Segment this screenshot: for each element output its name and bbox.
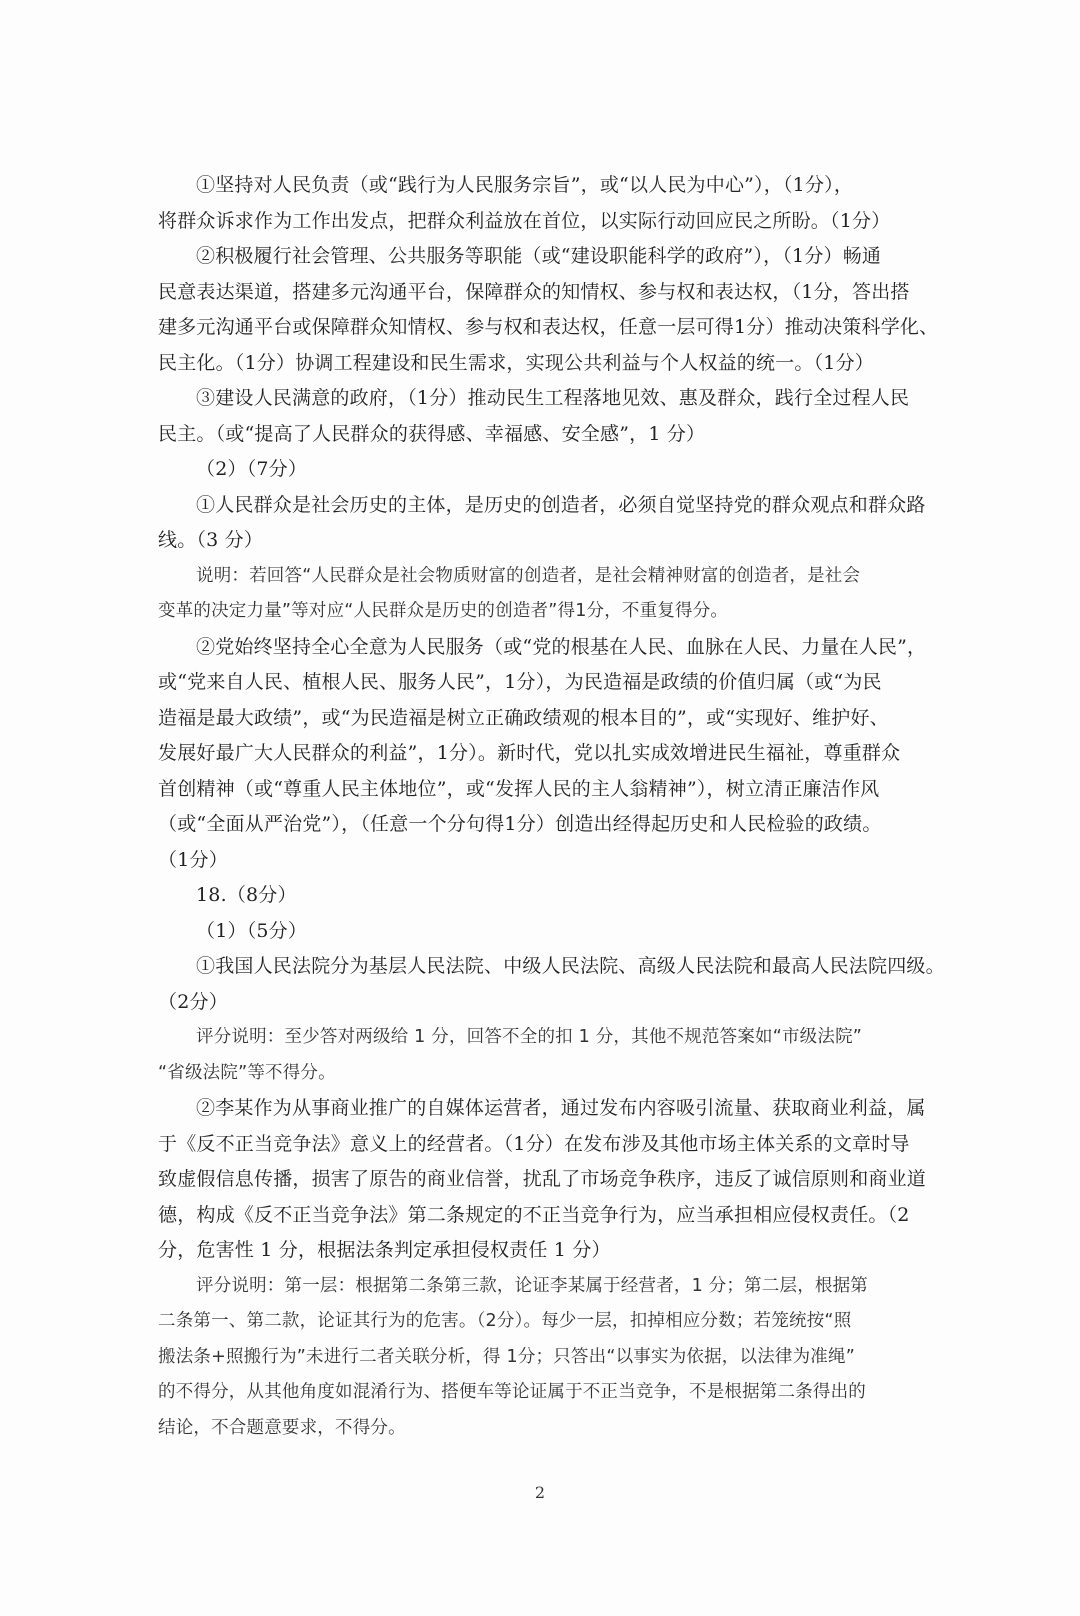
text-line: 将群众诉求作为工作出发点，把群众利益放在首位，以实际行动回应民之所盼。（1分） <box>158 209 891 232</box>
scoring-note-line: 二条第一、第二款，论证其行为的危害。（2分）。每少一层，扣掉相应分数；若笼统按“照 <box>158 1311 852 1331</box>
scoring-note-line: 搬法条+照搬行为”未进行二者关联分析，得 1分；只答出“以事实为依据，以法律为准绳” <box>158 1346 855 1367</box>
text-line: ①人民群众是社会历史的主体，是历史的创造者，必须自觉坚持党的群众观点和群众路 <box>196 493 926 516</box>
text-line: ①我国人民法院分为基层人民法院、中级人民法院、高级人民法院和最高人民法院四级。 <box>196 955 945 977</box>
text-line: 发展好最广大人民群众的利益”，1分）。新时代，党以扎实成效增进民生福祉，尊重群众 <box>158 742 901 764</box>
text-line: ①坚持对人民负责（或“践行为人民服务宗旨”，或“以人民为中心”），（1分）， <box>196 174 854 196</box>
text-line: 于《反不正当竞争法》意义上的经营者。（1分）在发布涉及其他市场主体关系的文章时导 <box>158 1132 910 1155</box>
text-line: 民意表达渠道，搭建多元沟通平台，保障群众的知情权、参与权和表达权，（1分，答出搭 <box>158 280 910 303</box>
text-line: （2分） <box>158 990 228 1013</box>
scoring-note-line: 说明：若回答“人民群众是社会物质财富的创造者，是社会精神财富的创造者，是社会 <box>196 565 861 586</box>
text-line: 造福是最大政绩”，或“为民造福是树立正确政绩观的根本目的”，或“实现好、维护好、 <box>158 706 889 729</box>
text-line: 分，危害性 1 分，根据法条判定承担侵权责任 1 分） <box>158 1239 611 1261</box>
text-line: ③建设人民满意的政府，（1分）推动民生工程落地见效、惠及群众，践行全过程人民 <box>196 387 910 409</box>
text-line: 首创精神（或“尊重人民主体地位”，或“发挥人民的主人翁精神”），树立清正廉洁作风 <box>158 777 880 800</box>
text-line: （2）（7分） <box>196 458 308 480</box>
text-line: ②党始终坚持全心全意为人民服务（或“党的根基在人民、血脉在人民、力量在人民”， <box>196 635 927 658</box>
text-line: 建多元沟通平台或保障群众知情权、参与权和表达权，任意一层可得1分）推动决策科学化、 <box>158 316 939 338</box>
scoring-note-line: “省级法院”等不得分。 <box>158 1062 336 1083</box>
scoring-note-line: 的不得分，从其他角度如混淆行为、搭便车等论证属于不正当竞争，不是根据第二条得出的 <box>158 1382 866 1402</box>
text-line: 民主。（或“提高了人民群众的获得感、幸福感、安全感”，1 分） <box>158 422 706 445</box>
answer-text-body <box>158 168 948 1446</box>
text-line: 致虚假信息传播，损害了原告的商业信誉，扰乱了市场竞争秩序，违反了诚信原则和商业道 <box>158 1168 927 1190</box>
text-line: （1）（5分） <box>196 919 308 942</box>
text-line: ②李某作为从事商业推广的自媒体运营者，通过发布内容吸引流量、获取商业利益，属 <box>196 1097 926 1119</box>
text-line: ②积极履行社会管理、公共服务等职能（或“建设职能科学的政府”），（1分）畅通 <box>196 245 882 267</box>
text-line: 民主化。（1分）协调工程建设和民生需求，实现公共利益与个人权益的统一。（1分） <box>158 351 874 374</box>
text-line: （1分） <box>158 848 228 871</box>
scoring-note-line: 评分说明：至少答对两级给 1 分，回答不全的扣 1 分，其他不规范答案如“市级法院” <box>196 1027 863 1047</box>
scoring-note-line: 评分说明：第一层：根据第二条第三款，论证李某属于经营者，1 分；第二层，根据第 <box>196 1275 868 1296</box>
text-line: 德，构成《反不正当竞争法》第二条规定的不正当竞争行为，应当承担相应侵权责任。（2 <box>158 1203 910 1226</box>
scoring-note-line: 变革的决定力量”等对应“人民群众是历史的创造者”得1分，不重复得分。 <box>158 601 729 621</box>
text-line: 或“党来自人民、植根人民、服务人民”，1分），为民造福是政绩的价值归属（或“为民 <box>158 671 882 693</box>
scoring-note-line: 结论，不合题意要求，不得分。 <box>158 1417 406 1438</box>
text-line: 18.（8分） <box>196 884 297 906</box>
text-line: 线。（3 分） <box>158 529 264 551</box>
text-line: （或“全面从严治党”），（任意一个分句得1分）创造出经得起历史和人民检验的政绩。 <box>158 813 882 835</box>
page-number: 2 <box>534 1483 546 1502</box>
